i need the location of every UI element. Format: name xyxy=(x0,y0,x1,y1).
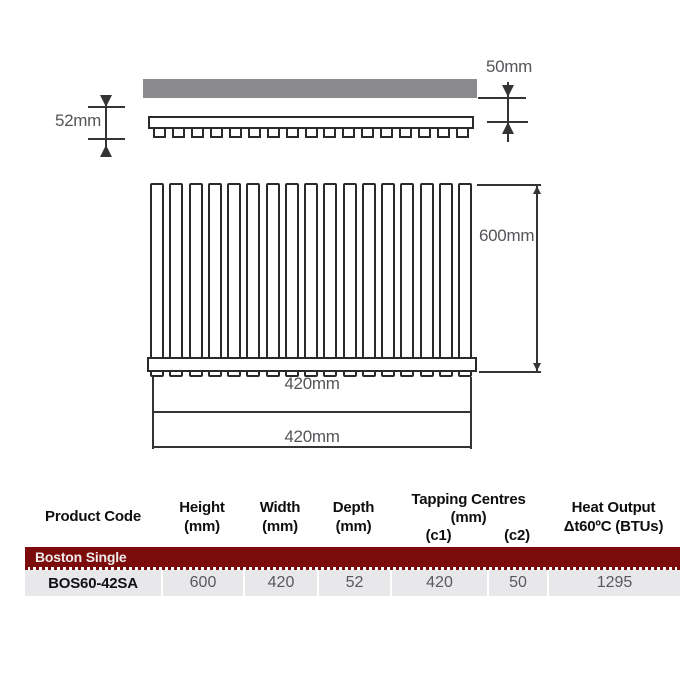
top-view-tab xyxy=(210,129,223,138)
header-line: (mm) xyxy=(450,509,487,526)
top-view-tab xyxy=(399,129,412,138)
cell-tapping-c1: 420 xyxy=(390,570,487,596)
tapping-dimension-label: 420mm xyxy=(284,374,340,393)
top-view-tab xyxy=(153,129,166,138)
top-view-tab xyxy=(248,129,261,138)
top-view-tab xyxy=(323,129,336,138)
header-line: Tapping Centres xyxy=(411,491,526,508)
radiator-column xyxy=(246,183,260,377)
header-line: Height xyxy=(179,498,225,516)
radiator-column xyxy=(189,183,203,377)
height-dim-ext-bottom xyxy=(479,371,541,373)
radiator-column xyxy=(227,183,241,377)
radiator-bottom-rail xyxy=(147,357,477,372)
tapping-centres-subheaders xyxy=(390,527,547,544)
header-line: Width xyxy=(259,498,301,516)
height-dimension-label: 600mm xyxy=(479,226,535,245)
cell-heat-output: 1295 xyxy=(547,570,680,596)
radiator-column xyxy=(362,183,376,377)
header-line: (mm) xyxy=(335,517,372,535)
table-row xyxy=(25,567,680,596)
col-header-product-code: Product Code xyxy=(45,508,141,526)
col-header-depth xyxy=(317,488,390,547)
top-view-tab xyxy=(361,129,374,138)
radiator-column xyxy=(420,183,434,377)
table-header-row xyxy=(25,488,680,547)
arrow-up-icon xyxy=(100,145,112,157)
top-view-tab xyxy=(286,129,299,138)
arrow-down-icon xyxy=(100,95,112,107)
radiator-top-view xyxy=(148,116,474,129)
arrow-up-icon xyxy=(502,122,514,134)
tapping-centres-title xyxy=(390,491,547,527)
header-line: (mm) xyxy=(184,517,220,535)
header-line: Heat Output xyxy=(571,498,656,516)
header-line: (mm) xyxy=(262,517,298,535)
header-line: Δt60ºC (BTUs) xyxy=(563,517,664,535)
radiator-column xyxy=(150,183,164,377)
height-dim-ext-top xyxy=(477,184,541,186)
radiator-column xyxy=(285,183,299,377)
cell-width: 420 xyxy=(243,570,317,596)
radiator-column xyxy=(381,183,395,377)
top-view-tab xyxy=(191,129,204,138)
radiator-column xyxy=(208,183,222,377)
header-line: Depth xyxy=(332,498,375,516)
width-dimension-label: 420mm xyxy=(284,427,340,446)
radiator-column xyxy=(323,183,337,377)
top-view-tab xyxy=(305,129,318,138)
radiator-columns xyxy=(150,183,472,377)
series-name: Boston Single xyxy=(35,549,127,565)
col-header-width xyxy=(243,488,317,547)
arrow-down-icon xyxy=(533,363,541,371)
col-header-height xyxy=(161,488,243,547)
radiator-column xyxy=(343,183,357,377)
cell-tapping-c2: 50 xyxy=(487,570,547,596)
tapping-dim-line xyxy=(154,411,470,413)
arrow-down-icon xyxy=(502,85,514,97)
col-header-heat-output xyxy=(547,488,680,547)
arrow-up-icon xyxy=(533,186,541,194)
top-view-tab xyxy=(380,129,393,138)
depth-dim-tick-bottom xyxy=(88,138,125,140)
radiator-column xyxy=(304,183,318,377)
cell-height: 600 xyxy=(161,570,243,596)
top-view-tab xyxy=(418,129,431,138)
cell-depth: 52 xyxy=(317,570,390,596)
top-view-tab xyxy=(437,129,450,138)
wall-gap-tick-top xyxy=(490,97,526,99)
series-band xyxy=(25,547,680,567)
radiator-column xyxy=(400,183,414,377)
top-view-tab xyxy=(172,129,185,138)
width-dim-line xyxy=(154,446,470,448)
cell-product-code: BOS60-42SA xyxy=(48,574,138,592)
radiator-column xyxy=(439,183,453,377)
col-header-c1: (c1) xyxy=(425,527,452,544)
depth-dimension-label: 52mm xyxy=(55,111,102,130)
wall-panel xyxy=(143,79,477,98)
top-view-tab xyxy=(456,129,469,138)
wall-gap-dimension-label: 50mm xyxy=(486,57,533,76)
top-view-tab xyxy=(229,129,242,138)
col-header-tapping-centres xyxy=(390,488,547,547)
radiator-column xyxy=(458,183,472,377)
height-dim-line xyxy=(536,186,538,371)
spec-table xyxy=(25,488,680,596)
top-view-tabs xyxy=(153,129,469,138)
top-view-tab xyxy=(342,129,355,138)
col-header-c2: (c2) xyxy=(504,527,530,544)
radiator-column xyxy=(266,183,280,377)
top-view-tab xyxy=(267,129,280,138)
radiator-column xyxy=(169,183,183,377)
